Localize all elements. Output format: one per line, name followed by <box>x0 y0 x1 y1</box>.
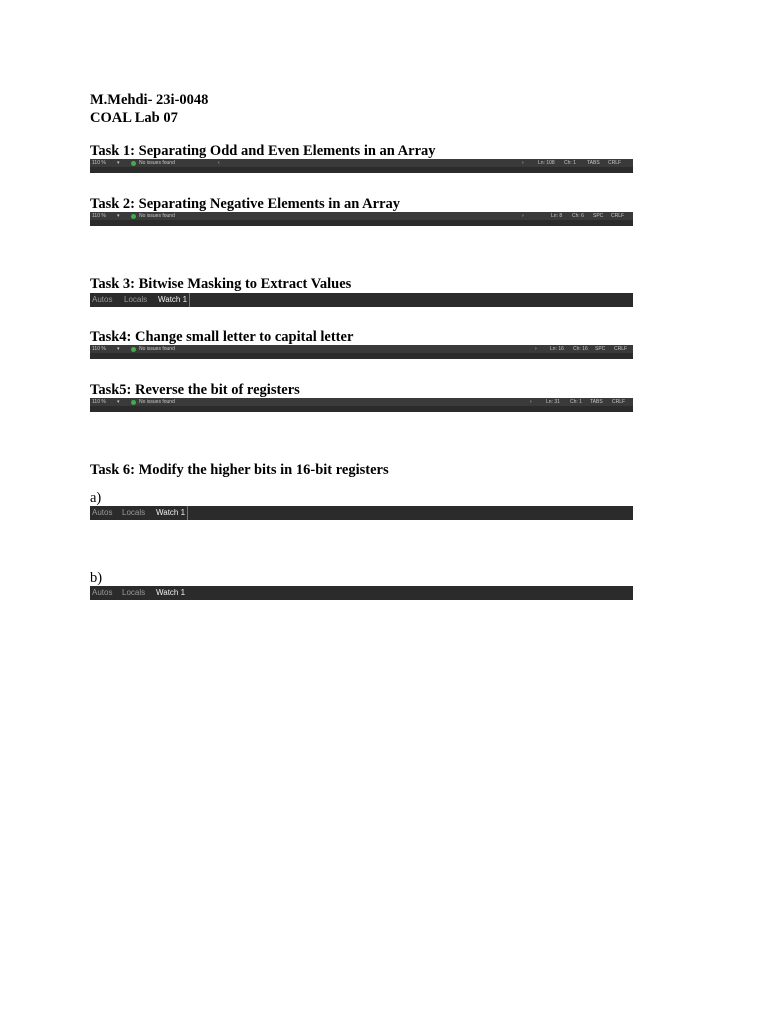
task-5-status-bar-screenshot <box>90 398 633 412</box>
task-3-heading: Task 3: Bitwise Masking to Extract Values <box>90 276 352 292</box>
indent-mode: TABS <box>590 399 603 405</box>
autos-tab: Autos <box>92 295 113 304</box>
indent-mode: SPC <box>593 213 604 219</box>
line-number: Ln: 8 <box>551 213 563 219</box>
task-6-part-b-label: b) <box>90 570 103 586</box>
nav-right-icon: › <box>535 346 537 352</box>
line-number: Ln: 108 <box>538 160 555 166</box>
watch-1-tab: Watch 1 <box>156 293 190 307</box>
task-4-heading: Task4: Change small letter to capital letter <box>90 329 354 345</box>
task-4-status-bar-screenshot <box>90 345 633 359</box>
zoom-level: 110 % <box>92 399 106 405</box>
task-1-status-bar-screenshot <box>90 159 633 173</box>
indent-mode: TABS <box>587 160 600 166</box>
issues-text: No issues found <box>139 213 175 219</box>
column-number: Ch: 1 <box>570 399 582 405</box>
locals-tab: Locals <box>122 508 146 517</box>
status-ok-icon <box>131 214 136 219</box>
nav-left-icon: ‹ <box>218 160 220 166</box>
autos-tab: Autos <box>92 508 113 517</box>
status-ok-icon <box>131 347 136 352</box>
watch-1-tab: Watch 1 <box>154 506 188 520</box>
issues-text: No issues found <box>139 160 175 166</box>
autos-tab: Autos <box>92 588 113 597</box>
line-number: Ln: 16 <box>550 346 564 352</box>
column-number: Ch: 1 <box>564 160 576 166</box>
task-6a-watch-tabs-screenshot <box>90 506 633 520</box>
status-ok-icon <box>131 400 136 405</box>
line-ending: CRLF <box>611 213 625 219</box>
nav-right-icon: › <box>522 213 524 219</box>
task-2-status-bar-screenshot <box>90 212 633 226</box>
zoom-level: 110 % <box>92 346 106 352</box>
author-line: M.Mehdi- 23i-0048 <box>90 92 209 108</box>
watch-1-tab: Watch 1 <box>156 588 186 597</box>
task-6b-watch-tabs-screenshot <box>90 586 633 600</box>
indent-mode: SPC <box>595 346 606 352</box>
zoom-caret-icon: ▾ <box>117 346 120 352</box>
column-number: Ch: 6 <box>572 213 584 219</box>
zoom-level: 110 % <box>92 213 106 219</box>
line-ending: CRLF <box>614 346 628 352</box>
issues-text: No issues found <box>139 346 175 352</box>
locals-tab: Locals <box>122 588 146 597</box>
zoom-caret-icon: ▾ <box>117 213 120 219</box>
locals-tab: Locals <box>124 295 148 304</box>
task-1-heading: Task 1: Separating Odd and Even Elements in an Array <box>90 143 436 159</box>
zoom-level: 110 % <box>92 160 106 166</box>
line-ending: CRLF <box>612 399 626 405</box>
status-ok-icon <box>131 161 136 166</box>
line-number: Ln: 31 <box>546 399 560 405</box>
task-6-part-a-label: a) <box>90 490 102 506</box>
task-3-watch-tabs-screenshot <box>90 293 633 307</box>
lab-title: COAL Lab 07 <box>90 110 178 126</box>
column-number: Ch: 16 <box>573 346 588 352</box>
nav-right-icon: › <box>530 399 532 405</box>
task-2-heading: Task 2: Separating Negative Elements in an Array <box>90 196 401 212</box>
nav-right-icon: › <box>522 160 524 166</box>
line-ending: CRLF <box>608 160 622 166</box>
zoom-caret-icon: ▾ <box>117 399 120 405</box>
zoom-caret-icon: ▾ <box>117 160 120 166</box>
task-5-heading: Task5: Reverse the bit of registers <box>90 382 300 398</box>
task-6-heading: Task 6: Modify the higher bits in 16-bit registers <box>90 462 389 478</box>
issues-text: No issues found <box>139 399 175 405</box>
